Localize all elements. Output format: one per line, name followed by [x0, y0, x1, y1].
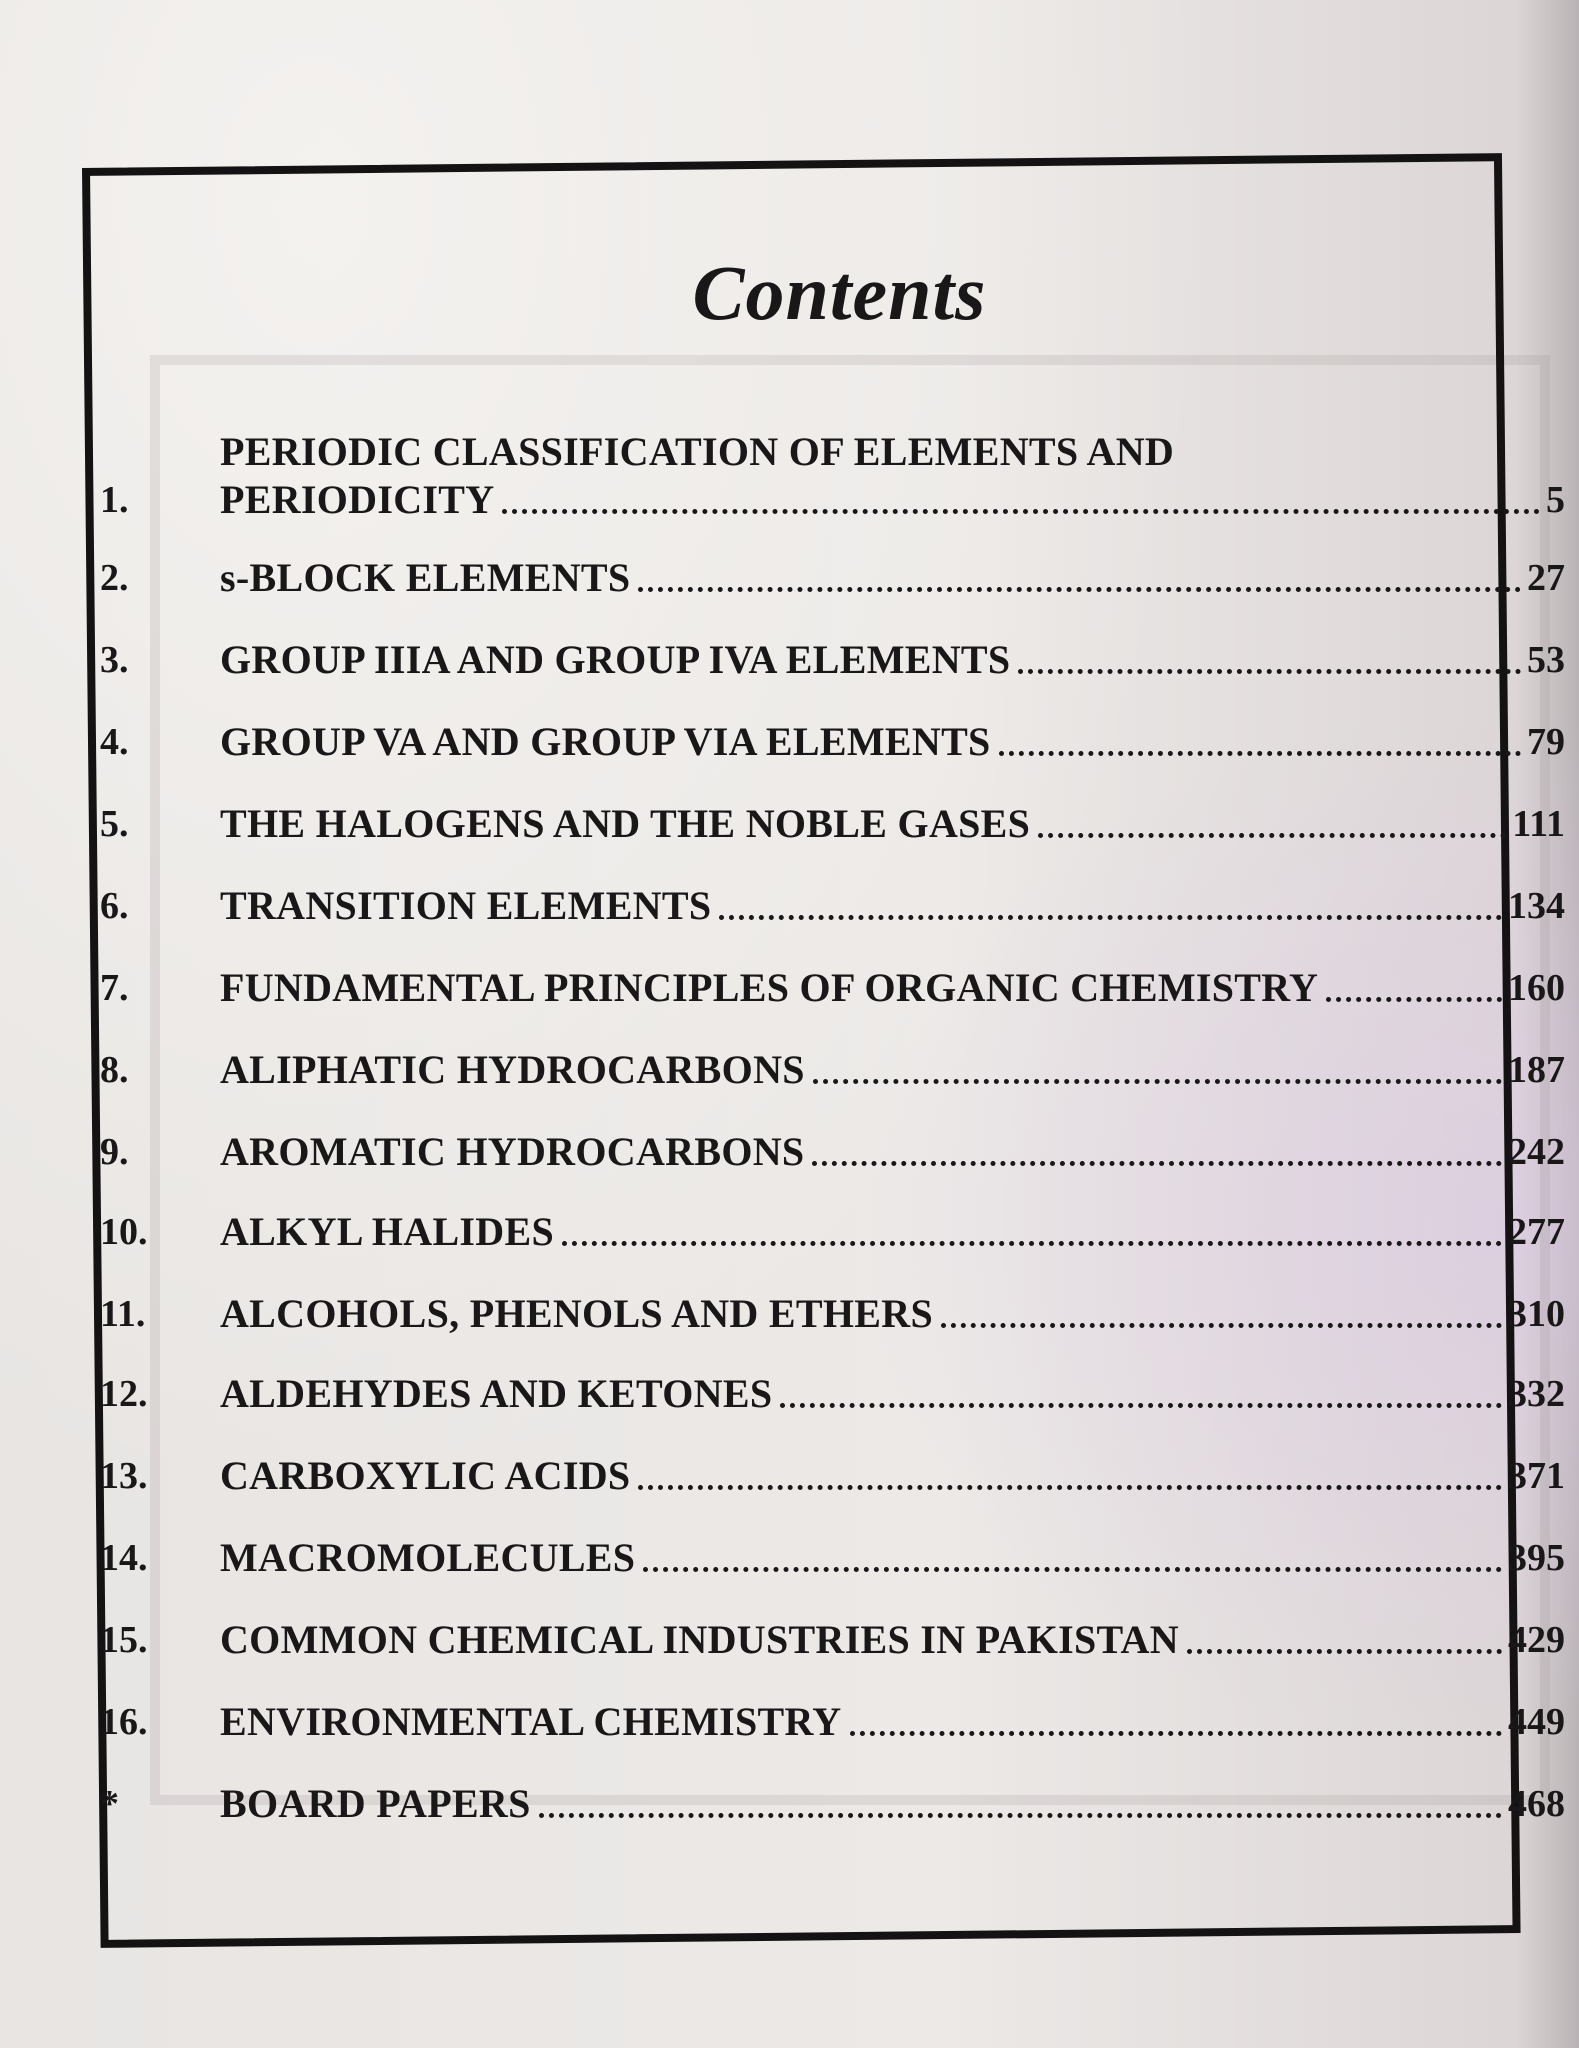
entry-page: 449 — [1508, 1701, 1565, 1743]
toc-entry-12[interactable] — [100, 1370, 1565, 1418]
entry-title: AROMATIC HYDROCARBONS — [220, 1129, 805, 1174]
entry-title: GROUP VA AND GROUP VIA ELEMENTS — [220, 719, 991, 764]
entry-page: 79 — [1527, 721, 1565, 763]
toc-entry-3[interactable] — [100, 636, 1565, 684]
entry-title: MACROMOLECULES — [220, 1535, 636, 1580]
dot-leader — [638, 587, 1521, 592]
entry-page: 332 — [1508, 1373, 1565, 1415]
entry-number: 11. — [100, 1293, 146, 1335]
dot-leader — [999, 751, 1521, 756]
entry-body — [220, 964, 1565, 1012]
entry-body — [220, 428, 1565, 524]
entry-body — [220, 718, 1565, 766]
dot-leader — [719, 915, 1502, 920]
entry-page: 187 — [1508, 1049, 1565, 1091]
entry-number: 3. — [100, 639, 129, 681]
entry-title: ALDEHYDES AND KETONES — [220, 1371, 773, 1416]
entry-page: 242 — [1508, 1131, 1565, 1173]
entry-page: 5 — [1546, 479, 1565, 521]
table-of-contents — [100, 428, 1565, 1828]
entry-title: ALKYL HALIDES — [220, 1209, 554, 1254]
entry-title: GROUP IIIA AND GROUP IVA ELEMENTS — [220, 637, 1011, 682]
entry-body — [220, 1534, 1565, 1582]
dot-leader — [1187, 1649, 1502, 1654]
entry-number: 7. — [100, 967, 129, 1009]
toc-entry-5[interactable] — [100, 800, 1565, 848]
entry-title: FUNDAMENTAL PRINCIPLES OF ORGANIC CHEMISTRY — [220, 965, 1319, 1010]
entry-number: * — [100, 1783, 119, 1825]
dot-leader — [562, 1241, 1502, 1246]
entry-title: COMMON CHEMICAL INDUSTRIES IN PAKISTAN — [220, 1617, 1179, 1662]
entry-page: 134 — [1508, 885, 1565, 927]
dot-leader — [502, 509, 1540, 514]
entry-title: CARBOXYLIC ACIDS — [220, 1453, 631, 1498]
toc-entry-8[interactable] — [100, 1046, 1565, 1094]
entry-number: 12. — [100, 1373, 148, 1415]
toc-entry-16[interactable] — [100, 1698, 1565, 1746]
entry-title: ENVIRONMENTAL CHEMISTRY — [220, 1699, 842, 1744]
entry-number: 8. — [100, 1049, 129, 1091]
toc-entry-2[interactable] — [100, 554, 1565, 602]
dot-leader — [850, 1731, 1503, 1736]
toc-entry-1[interactable] — [100, 428, 1565, 524]
entry-page: 395 — [1508, 1537, 1565, 1579]
entry-page: 429 — [1508, 1619, 1565, 1661]
toc-entry-13[interactable] — [100, 1452, 1565, 1500]
toc-entry-7[interactable] — [100, 964, 1565, 1012]
entry-page: 160 — [1508, 967, 1565, 1009]
entry-body — [220, 1452, 1565, 1500]
dot-leader — [1326, 997, 1502, 1002]
dot-leader — [812, 1161, 1502, 1166]
entry-number: 5. — [100, 803, 129, 845]
toc-entry-board-papers[interactable] — [100, 1780, 1565, 1828]
entry-number: 2. — [100, 557, 129, 599]
dot-leader — [1018, 669, 1521, 674]
entry-body — [220, 800, 1565, 848]
entry-title: ALIPHATIC HYDROCARBONS — [220, 1047, 805, 1092]
entry-number: 16. — [100, 1701, 148, 1743]
entry-body — [220, 1208, 1565, 1256]
entry-body — [220, 1616, 1565, 1664]
entry-number: 14. — [100, 1537, 148, 1579]
entry-body — [220, 1128, 1565, 1176]
entry-title: TRANSITION ELEMENTS — [220, 883, 712, 928]
entry-number: 9. — [100, 1131, 129, 1173]
entry-number: 15. — [100, 1619, 148, 1661]
entry-body — [220, 1370, 1565, 1418]
toc-entry-15[interactable] — [100, 1616, 1565, 1664]
dot-leader — [941, 1323, 1502, 1328]
entry-page: 371 — [1508, 1455, 1565, 1497]
entry-page: 277 — [1508, 1211, 1565, 1253]
entry-page: 468 — [1508, 1783, 1565, 1825]
entry-title: ALCOHOLS, PHENOLS AND ETHERS — [220, 1291, 934, 1336]
entry-title: THE HALOGENS AND THE NOBLE GASES — [220, 801, 1031, 846]
toc-entry-4[interactable] — [100, 718, 1565, 766]
entry-page: 111 — [1512, 803, 1565, 845]
dot-leader — [813, 1079, 1502, 1084]
toc-entry-14[interactable] — [100, 1534, 1565, 1582]
entry-body — [220, 1780, 1565, 1828]
entry-page: 53 — [1527, 639, 1565, 681]
dot-leader — [643, 1567, 1502, 1572]
entry-body — [220, 1290, 1565, 1338]
toc-entry-6[interactable] — [100, 882, 1565, 930]
entry-body — [220, 554, 1565, 602]
toc-entry-10[interactable] — [100, 1208, 1565, 1256]
dot-leader — [539, 1813, 1502, 1818]
toc-entry-11[interactable] — [100, 1290, 1565, 1338]
entry-title-line2-row — [220, 476, 1565, 524]
entry-number: 10. — [100, 1211, 148, 1253]
entry-page: 27 — [1527, 557, 1565, 599]
toc-entry-9[interactable] — [100, 1128, 1565, 1176]
dot-leader — [780, 1403, 1502, 1408]
dot-leader — [1038, 833, 1506, 838]
entry-page: 310 — [1508, 1293, 1565, 1335]
entry-title-line2: PERIODICITY — [220, 477, 495, 522]
entry-number: 6. — [100, 885, 129, 927]
page-title: Contents — [692, 249, 987, 336]
entry-body — [220, 882, 1565, 930]
entry-number: 4. — [100, 721, 129, 763]
entry-title: s-BLOCK ELEMENTS — [220, 555, 631, 600]
entry-number: 1. — [100, 479, 129, 521]
entry-body — [220, 1046, 1565, 1094]
entry-body — [220, 1698, 1565, 1746]
dot-leader — [638, 1485, 1502, 1490]
entry-title: BOARD PAPERS — [220, 1781, 531, 1826]
entry-number: 13. — [100, 1455, 148, 1497]
entry-title-line1: PERIODIC CLASSIFICATION OF ELEMENTS AND — [220, 429, 1175, 474]
entry-body — [220, 636, 1565, 684]
